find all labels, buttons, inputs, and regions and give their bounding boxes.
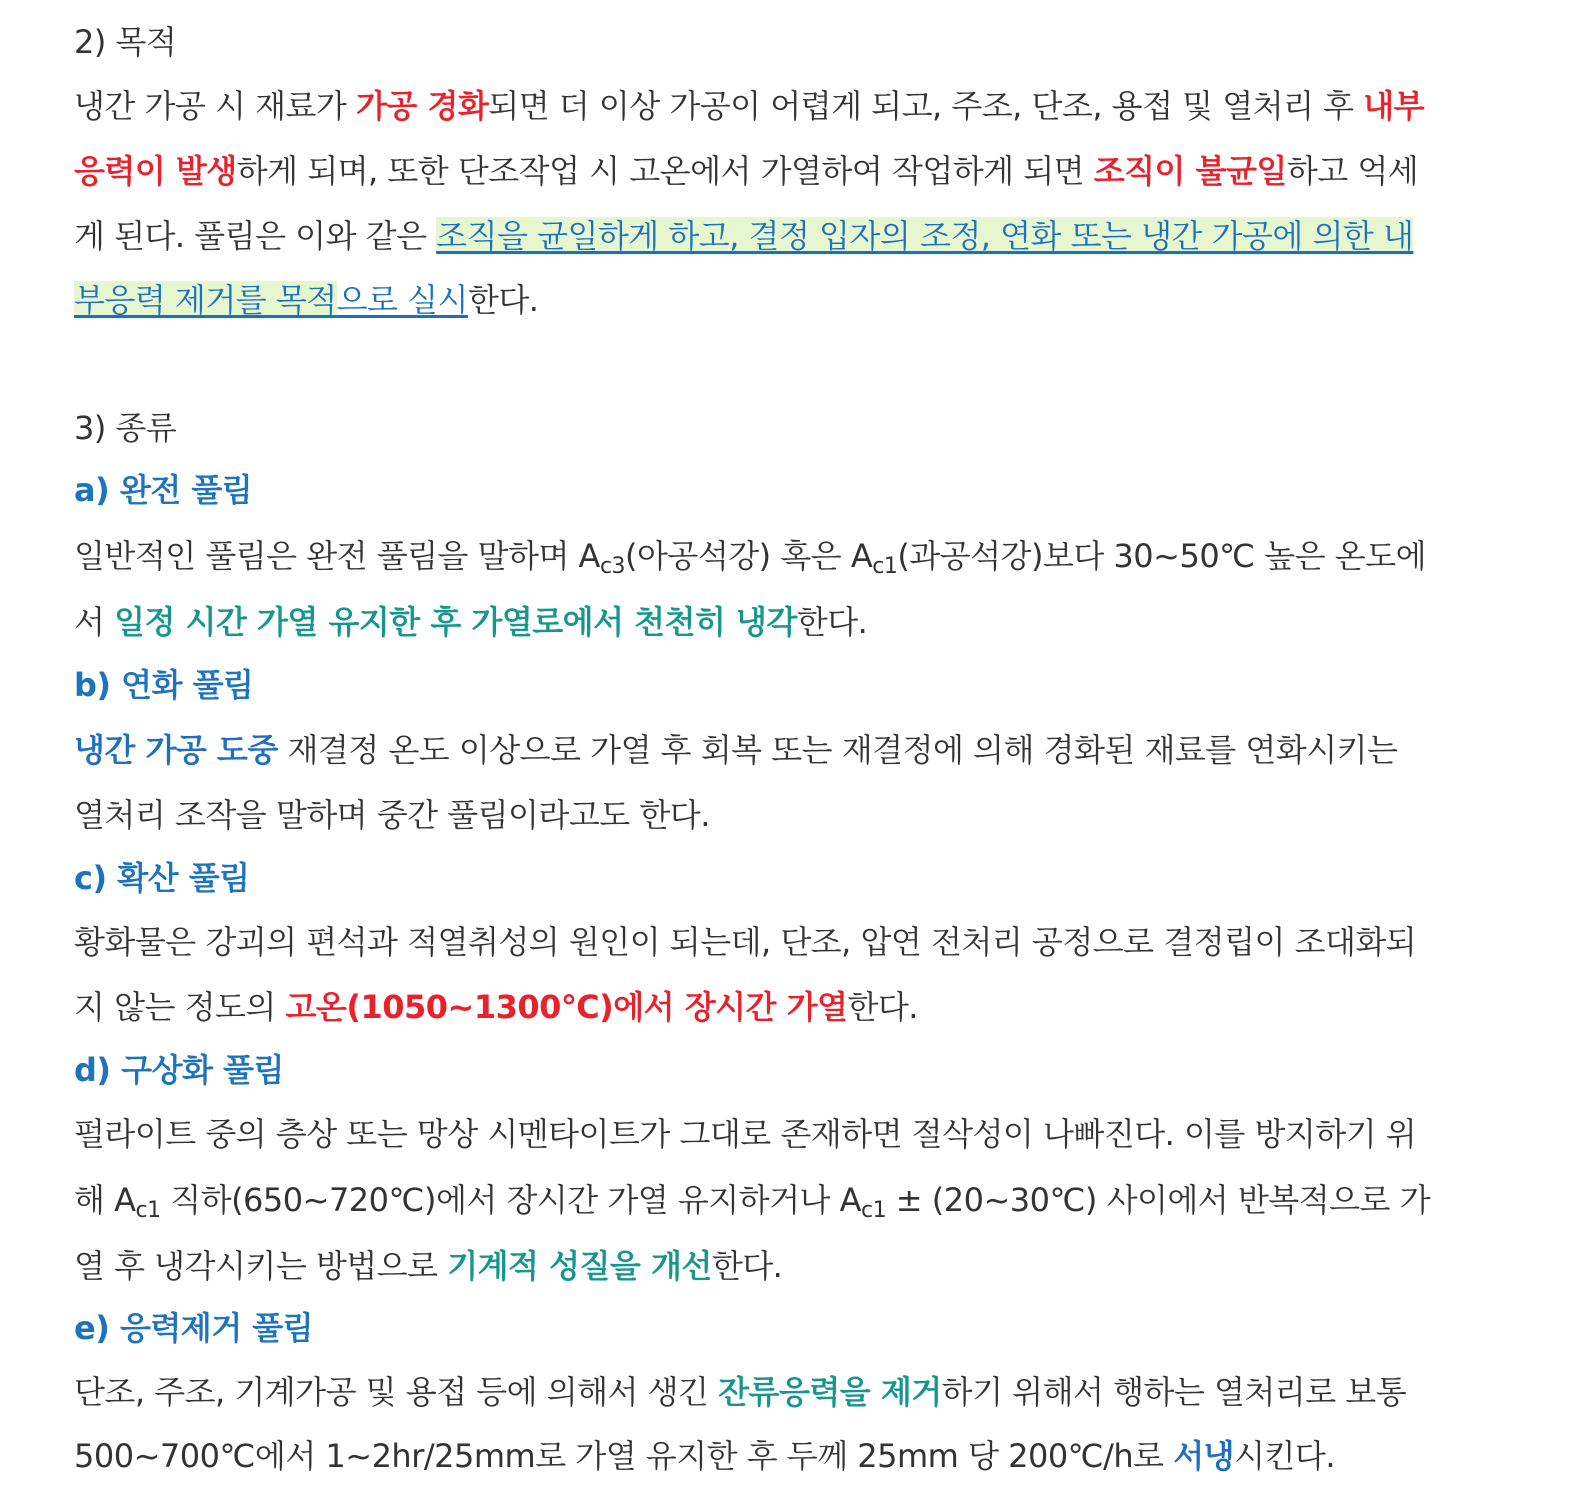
emphasis-during-cold-work: 냉간 가공 도중 bbox=[74, 731, 278, 769]
softening-line-1: 냉간 가공 도중 재결정 온도 이상으로 가열 후 회복 또는 재결정에 의해 경화된 재료를 연화시키는 bbox=[74, 731, 1398, 769]
emphasis-residual-stress-removal: 잔류응력을 제거 bbox=[718, 1373, 942, 1411]
stress-relief-line-1: 단조, 주조, 기계가공 및 용접 등에 의해서 생긴 잔류응력을 제거하기 위해서 행하는 열처리로 보통 bbox=[74, 1373, 1407, 1411]
emphasis-nonuniform-structure: 조직이 불균일 bbox=[1093, 152, 1287, 190]
full-annealing-line-1: 일반적인 풀림은 완전 풀림을 말하며 $A_{c3}$(아공석강) 혹은 $A_{c1}$(과공석강)보다 30~50℃ 높은 온도에 bbox=[74, 537, 1427, 579]
subheading-full-annealing: a) 완전 풀림 bbox=[74, 471, 253, 509]
emphasis-mechanical-properties: 기계적 성질을 개선 bbox=[447, 1247, 712, 1285]
spheroidizing-line-1: 펄라이트 중의 층상 또는 망상 시멘타이트가 그대로 존재하면 절삭성이 나빠진다. 이를 방지하기 위 bbox=[74, 1115, 1417, 1153]
full-annealing-line-2: 서 일정 시간 가열 유지한 후 가열로에서 천천히 냉각한다. bbox=[74, 603, 868, 641]
subheading-diffusion-annealing: c) 확산 풀림 bbox=[74, 859, 250, 897]
emphasis-slow-cool: 서냉 bbox=[1173, 1437, 1235, 1475]
sec2-line-3: 게 된다. 풀림은 이와 같은 조직을 균일하게 하고, 결정 입자의 조정, 연화 또는 냉간 가공에 의한 내 bbox=[74, 217, 1414, 255]
section-3-heading: 3) 종류 bbox=[74, 409, 177, 447]
diffusion-line-1: 황화물은 강괴의 편석과 적열취성의 원인이 되는데, 단조, 압연 전처리 공정으로 결정립이 조대화되 bbox=[74, 923, 1417, 961]
sec2-line-1: 냉간 가공 시 재료가 가공 경화되면 더 이상 가공이 어렵게 되고, 주조, 단조, 용접 및 열처리 후 내부 bbox=[74, 87, 1425, 125]
spheroidizing-line-2: 해 $A_{c1}$ 직하(650~720℃)에서 장시간 가열 유지하거나 $A_{c1}$ ± (20~30℃) 사이에서 반복적으로 가 bbox=[74, 1181, 1431, 1223]
subheading-softening-annealing: b) 연화 풀림 bbox=[74, 666, 254, 704]
highlighted-purpose-text: 조직을 균일하게 하고, 결정 입자의 조정, 연화 또는 냉간 가공에 의한 내 bbox=[436, 217, 1414, 255]
emphasis-stress-generation: 응력이 발생 bbox=[74, 152, 237, 190]
sec2-line-2: 응력이 발생하게 되며, 또한 단조작업 시 고온에서 가열하여 작업하게 되면 조직이 불균일하고 억세 bbox=[74, 152, 1419, 190]
emphasis-high-temp-heating: 고온(1050~1300℃)에서 장시간 가열 bbox=[285, 988, 848, 1026]
stress-relief-line-2: 500~700℃에서 1~2hr/25mm로 가열 유지한 후 두께 25mm 당 200℃/h로 서냉시킨다. bbox=[74, 1437, 1336, 1475]
emphasis-work-hardening: 가공 경화 bbox=[355, 87, 489, 125]
section-2-heading: 2) 목적 bbox=[74, 23, 177, 61]
softening-line-2: 열처리 조작을 말하며 중간 풀림이라고도 한다. bbox=[74, 796, 710, 834]
emphasis-internal: 내부 bbox=[1363, 87, 1425, 125]
underlined-purpose-text: 으로 실시 bbox=[336, 281, 468, 319]
subheading-stress-relief-annealing: e) 응력제거 풀림 bbox=[74, 1309, 314, 1347]
emphasis-slow-cooling: 일정 시간 가열 유지한 후 가열로에서 천천히 냉각 bbox=[114, 603, 797, 641]
diffusion-line-2: 지 않는 정도의 고온(1050~1300℃)에서 장시간 가열한다. bbox=[74, 988, 918, 1026]
spheroidizing-line-3: 열 후 냉각시키는 방법으로 기계적 성질을 개선한다. bbox=[74, 1247, 783, 1285]
subheading-spheroidizing-annealing: d) 구상화 풀림 bbox=[74, 1051, 284, 1089]
sec2-line-4: 부응력 제거를 목적으로 실시한다. bbox=[74, 281, 539, 319]
highlighted-purpose-text-cont: 부응력 제거를 목적 bbox=[74, 281, 337, 319]
